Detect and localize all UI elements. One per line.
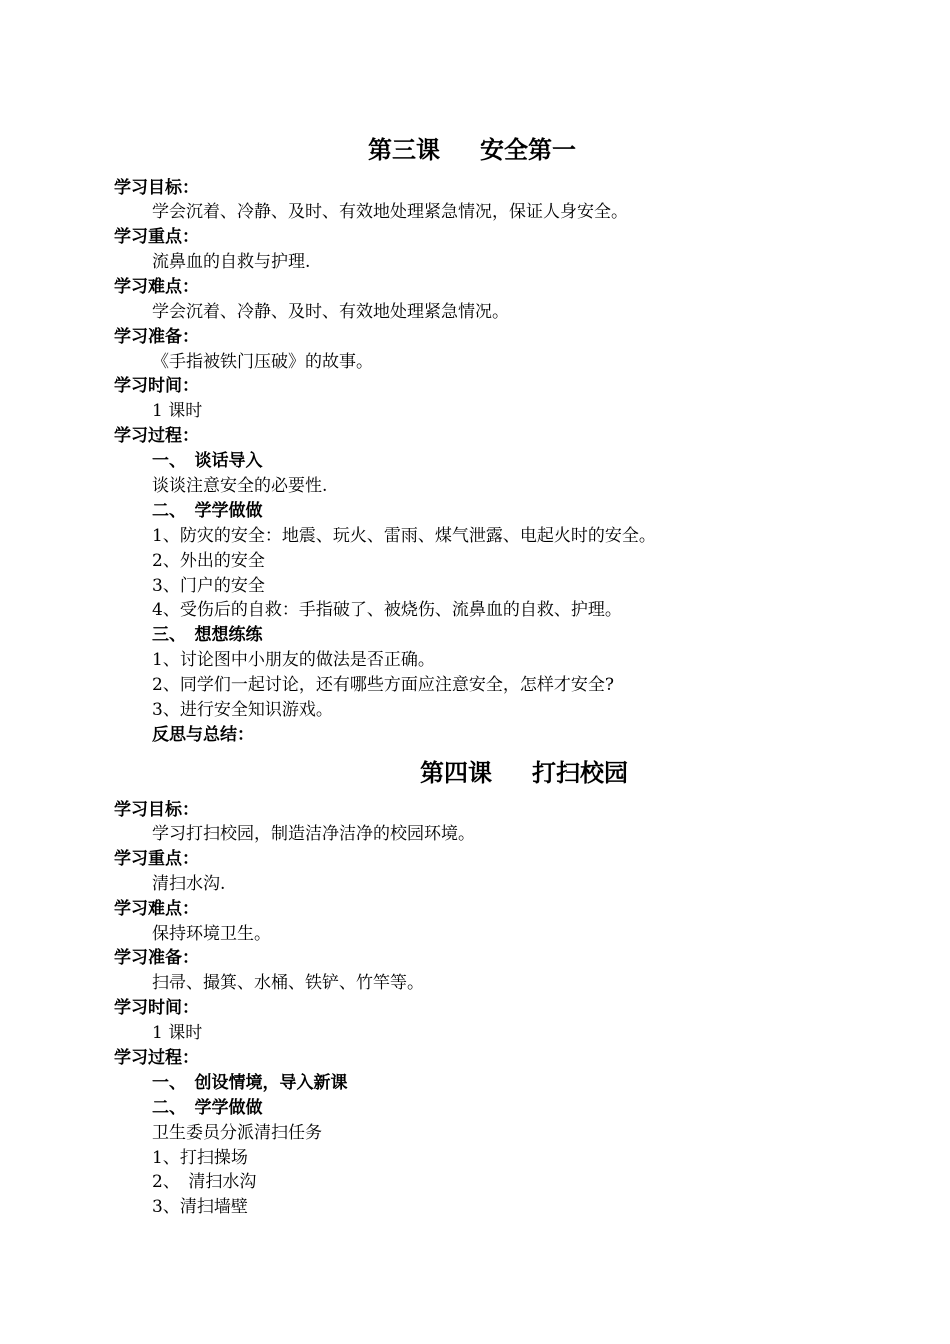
lesson3-time-text: 1 课时 xyxy=(152,401,203,421)
lesson3-step3-heading: 三、 想想练练 xyxy=(152,625,263,645)
lesson4-difficulty-text: 保持环境卫生。 xyxy=(152,924,271,944)
lesson3-goal-label: 学习目标： xyxy=(114,178,199,198)
lesson4-step2-item: 3、清扫墙壁 xyxy=(152,1197,248,1217)
lesson3-time-label: 学习时间： xyxy=(114,376,199,396)
lesson4-key-text: 清扫水沟. xyxy=(152,874,226,894)
lesson4-key-label: 学习重点： xyxy=(114,849,199,869)
lesson3-step3-item: 1、讨论图中小朋友的做法是否正确。 xyxy=(152,650,435,670)
lesson3-step3-item: 3、进行安全知识游戏。 xyxy=(152,700,333,720)
lesson4-difficulty-label: 学习难点： xyxy=(114,899,199,919)
lesson4-step2-heading: 二、 学学做做 xyxy=(152,1098,263,1118)
lesson3-step2-item: 3、门户的安全 xyxy=(152,576,265,596)
lesson4-title xyxy=(420,758,628,788)
lesson3-step1-heading: 一、 谈话导入 xyxy=(152,451,263,471)
lesson4-step2-intro: 卫生委员分派清扫任务 xyxy=(152,1123,322,1143)
lesson3-step3-item: 2、同学们一起讨论，还有哪些方面应注意安全，怎样才安全? xyxy=(152,675,614,695)
lesson4-step1-heading: 一、 创设情境，导入新课 xyxy=(152,1073,348,1093)
lesson4-time-text: 1 课时 xyxy=(152,1023,203,1043)
lesson4-time-label: 学习时间： xyxy=(114,998,199,1018)
lesson3-step2-item: 4、受伤后的自救：手指破了、被烧伤、流鼻血的自救、护理。 xyxy=(152,600,622,620)
lesson3-reflection-label: 反思与总结： xyxy=(152,725,254,745)
lesson4-goal-label: 学习目标： xyxy=(114,800,199,820)
lesson3-prep-text: 《手指被铁门压破》的故事。 xyxy=(152,352,373,372)
lesson3-process-label: 学习过程： xyxy=(114,426,199,446)
lesson3-key-label: 学习重点： xyxy=(114,227,199,247)
lesson3-prep-label: 学习准备： xyxy=(114,327,199,347)
lesson3-title-name: 安全第一 xyxy=(480,136,576,164)
lesson4-step2-item: 2、 清扫水沟 xyxy=(152,1172,257,1192)
lesson3-step1-text: 谈谈注意安全的必要性. xyxy=(152,476,328,496)
lesson3-step2-item: 2、外出的安全 xyxy=(152,551,265,571)
lesson3-title xyxy=(368,135,576,165)
lesson4-step2-item: 1、打扫操场 xyxy=(152,1148,248,1168)
lesson3-difficulty-label: 学习难点： xyxy=(114,277,199,297)
lesson4-title-name: 打扫校园 xyxy=(532,759,628,787)
lesson3-step2-item: 1、防灾的安全：地震、玩火、雷雨、煤气泄露、电起火时的安全。 xyxy=(152,526,656,546)
lesson3-difficulty-text: 学会沉着、冷静、及时、有效地处理紧急情况。 xyxy=(152,302,509,322)
lesson4-prep-label: 学习准备： xyxy=(114,948,199,968)
lesson3-goal-text: 学会沉着、冷静、及时、有效地处理紧急情况，保证人身安全。 xyxy=(152,202,628,222)
lesson4-goal-text: 学习打扫校园，制造洁净洁净的校园环境。 xyxy=(152,824,475,844)
lesson3-step2-heading: 二、 学学做做 xyxy=(152,501,263,521)
lesson3-key-text: 流鼻血的自救与护理. xyxy=(152,252,311,272)
lesson4-process-label: 学习过程： xyxy=(114,1048,199,1068)
lesson4-title-number: 第四课 xyxy=(420,759,492,787)
lesson3-title-number: 第三课 xyxy=(368,136,440,164)
lesson4-prep-text: 扫帚、撮箕、水桶、铁铲、竹竿等。 xyxy=(152,973,424,993)
